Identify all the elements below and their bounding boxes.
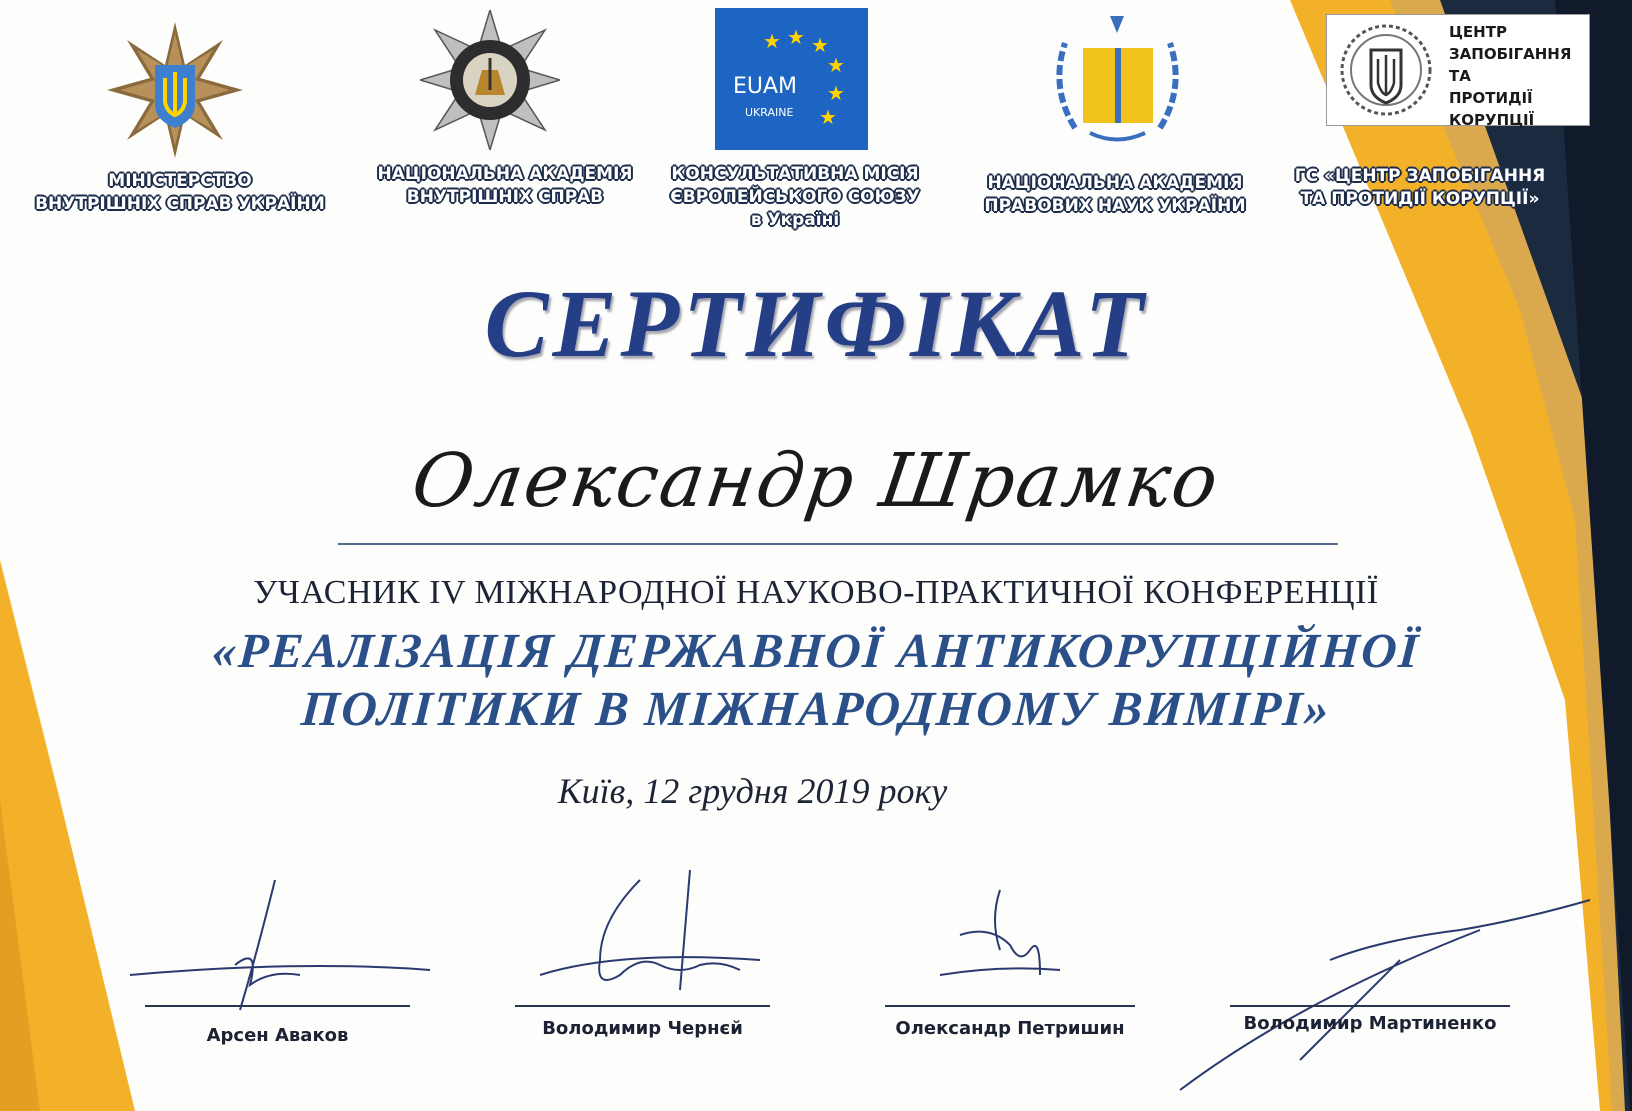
signatory-name-4: Володимир Мартиненко (1243, 1013, 1497, 1034)
org-label-anticorruption-center: ГС «ЦЕНТР ЗАПОБІГАННЯ ТА ПРОТИДІЇ КОРУПЦІЇ» (1294, 166, 1546, 209)
svg-text:★: ★ (787, 25, 805, 49)
recipient-name: Олександр Шрамко (407, 438, 1225, 524)
euam-logo-text: EUAM (733, 74, 798, 99)
certificate-title: СЕРТИФІКАТ (484, 270, 1148, 377)
signature-line-4 (1230, 1005, 1510, 1007)
org-label-ministry: МІНІСТЕРСТВО ВНУТРІШНІХ СПРАВ УКРАЇНИ (35, 171, 325, 214)
signatory-name-3: Олександр Петришин (895, 1018, 1125, 1039)
signature-line-1 (145, 1005, 410, 1007)
signature-line-2 (515, 1005, 770, 1007)
conference-title-line-2: ПОЛІТИКИ В МІЖНАРОДНОМУ ВИМІРІ» (299, 681, 1333, 736)
svg-text:★: ★ (819, 105, 837, 129)
signature-line-3 (885, 1005, 1135, 1007)
place-and-date: Київ, 12 грудня 2019 року (557, 771, 948, 811)
euam-logo-subtext: UKRAINE (745, 106, 794, 119)
org-label-euam: КОНСУЛЬТАТИВНА МІСІЯ ЄВРОПЕЙСЬКОГО СОЮЗУ в Україні (670, 164, 920, 230)
svg-text:★: ★ (811, 33, 829, 57)
svg-text:★: ★ (763, 29, 781, 53)
org-label-academy-internal-affairs: НАЦІОНАЛЬНА АКАДЕМІЯ ВНУТРІШНІХ СПРАВ (377, 164, 633, 207)
svg-text:★: ★ (827, 53, 845, 77)
center-logo-line-3: ПРОТИДІЇ (1449, 89, 1533, 107)
center-logo-line-1: ЦЕНТР (1449, 23, 1507, 41)
conference-title-line-1: «РЕАЛІЗАЦІЯ ДЕРЖАВНОЇ АНТИКОРУПЦІЙНОЇ (210, 623, 1422, 678)
center-logo-line-4: КОРУПЦІЇ (1449, 111, 1535, 129)
svg-text:★: ★ (827, 81, 845, 105)
signatory-name-2: Володимир Чернєй (542, 1018, 743, 1039)
participant-line: УЧАСНИК IV МІЖНАРОДНОЇ НАУКОВО-ПРАКТИЧНОЇ КОНФЕРЕНЦІЇ (253, 574, 1379, 611)
org-label-academy-legal-sciences: НАЦІОНАЛЬНА АКАДЕМІЯ ПРАВОВИХ НАУК УКРАЇНИ (984, 173, 1246, 216)
signatory-name-1: Арсен Аваков (206, 1025, 349, 1046)
center-logo-line-2: ЗАПОБІГАННЯ ТА (1449, 45, 1572, 85)
